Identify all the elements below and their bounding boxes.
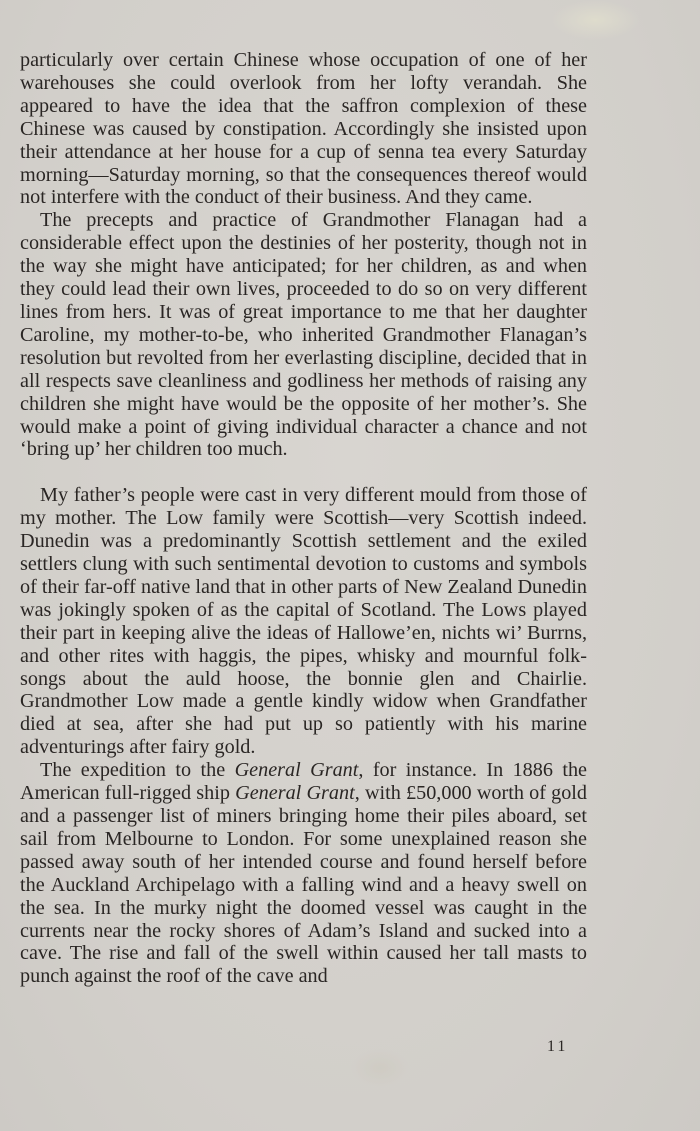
page-number: 11 <box>547 1038 569 1055</box>
body-text <box>20 49 587 988</box>
paragraph-text: The precepts and practice of Grandmother Flanagan had a considerable effect upon the destinies of her posterity, though not in the way she might have anticipated; for her children, as and when they could lead their own lives, proceeded to do so on very different lines from hers. It was of great importance to me that her daughter Caroline, my mother-to-be, who inherited Grandmother Flanagan’s resolution but revolted from her everlasting discipline, decided that in all respects save cleanliness and godliness her methods of raising any children she might have would be the opposite of her mother’s. She would make a point of giving individual character a chance and not ‘bring up’ her children too much. <box>20 209 587 461</box>
paper-stain-bottom <box>350 1048 410 1088</box>
paragraph-text: My father’s people were cast in very different mould from those of my mother. The Low family were Scottish—very Scottish indeed. Dunedin was a predominantly Scottish settlement and the exiled settlers clung with such sentimental devotion to customs and symbols of their far-off native land that in other parts of New Zealand Dunedin was jokingly spoken of as the capital of Scotland. The Lows played their part in keeping alive the ideas of Hallowe’en, nichts wi’ Burrns, and other rites with haggis, the pipes, whisky and mournful folk-songs about the auld hoose, the bonnie glen and Chairlie. Grandmother Low made a gentle kindly widow when Grandfather died at sea, after she had put up so patiently with his marine adventurings after fairy gold. <box>20 484 587 759</box>
ship-name: General Grant <box>235 782 355 805</box>
paragraph-text: , for instance. In 1886 the American full-rigged ship <box>20 759 588 805</box>
paragraph-continued <box>20 49 587 209</box>
paper-stain <box>550 0 640 40</box>
paragraph-low-family <box>20 484 587 759</box>
paragraph-text: The expedition to the <box>40 759 235 782</box>
paragraph-text: particularly over certain Chinese whose occupation of one of her warehouses she could overlook from her lofty verandah. She appeared to have the idea that the saffron complexion of these Chinese was caused by constipation. Accordingly she insisted upon their attendance at her house for a cup of senna tea every Saturday morning—Saturday morning, so that the consequences thereof would not interfere with the conduct of their business. And they came. <box>20 49 587 209</box>
ship-name: General Grant <box>234 759 359 782</box>
paragraph-general-grant <box>20 759 587 988</box>
paragraph-text: , with £50,000 worth of gold and a passenger list of miners bringing home their piles aboard, set sail from Melbourne to London. For some unexplained reason she passed away south of her intended course and found herself before the Auckland Archipelago with a falling wind and a heavy swell on the sea. In the murky night the doomed vessel was caught in the currents near the rocky shores of Adam’s Island and sucked into a cave. The rise and fall of the swell within caused her tall masts to punch against the roof of the cave and <box>20 782 587 988</box>
paragraph-grandmother-flanagan <box>20 209 587 461</box>
